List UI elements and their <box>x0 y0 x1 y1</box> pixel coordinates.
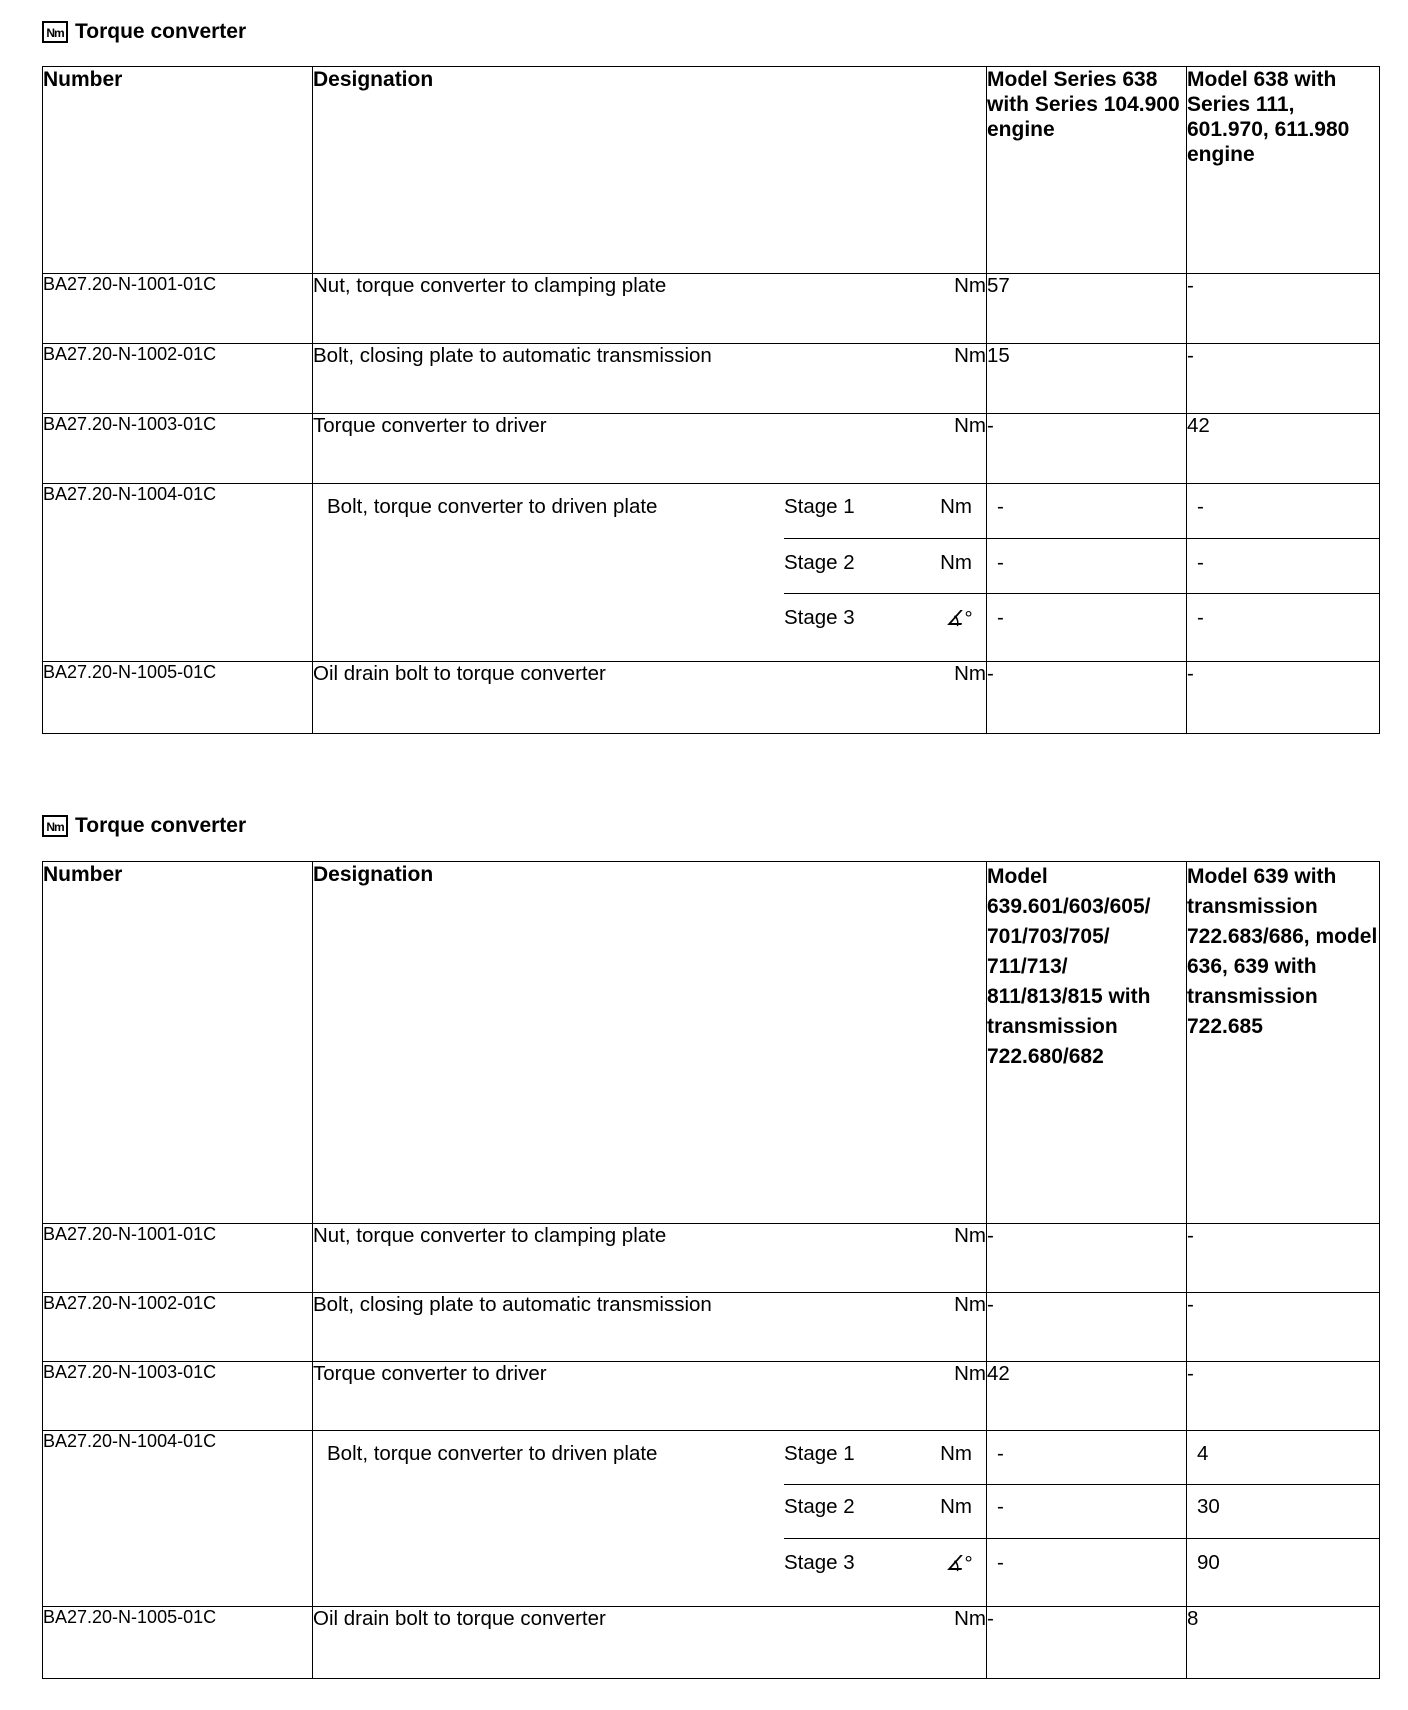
stage-value-col2: - <box>1187 484 1379 539</box>
row-value-col2: 8 <box>1187 1607 1380 1679</box>
stage-value-col2: - <box>1187 539 1379 594</box>
stage-value-col1: - <box>987 1485 1186 1539</box>
stage-value-col1: - <box>997 606 1004 629</box>
table-row <box>43 274 1380 344</box>
table-row <box>43 344 1380 414</box>
row-number: BA27.20-N-1002-01C <box>43 344 313 414</box>
stage-unit: Nm <box>940 1495 972 1518</box>
row-unit: Nm <box>954 1224 986 1247</box>
angle-icon: ∡° <box>945 1552 972 1575</box>
table-row <box>43 662 1380 734</box>
row-designation: Torque converter to driver <box>313 1362 547 1385</box>
row-value-col2: - <box>1187 662 1380 734</box>
staged-row <box>43 484 1380 662</box>
stage-value-col2: - <box>1197 606 1204 629</box>
row-designation: Nut, torque converter to clamping plate <box>313 274 667 297</box>
row-value-col1: 42 <box>987 1362 1187 1431</box>
row-number: BA27.20-N-1005-01C <box>43 1607 313 1679</box>
row-designation: Torque converter to driver <box>313 414 547 437</box>
stage-value-col1: - <box>987 539 1186 594</box>
row-value-col2: - <box>1187 274 1380 344</box>
header-designation: Designation <box>313 67 987 274</box>
section-1-title <box>42 20 246 44</box>
row-number: BA27.20-N-1003-01C <box>43 414 313 484</box>
header-col2: Model 639 with transmission 722.683/686, model 636, 639 with transmission 722.685 <box>1187 862 1380 1224</box>
stage-row <box>784 594 986 660</box>
header-col2: Model 638 with Series 111, 601.970, 611.980 engine <box>1187 67 1380 274</box>
header-col1: Model 639.601/603/605/ 701/703/705/ 711/713/ 811/813/815 with transmission 722.680/682 <box>987 862 1187 1224</box>
row-value-col1: - <box>987 1224 1187 1293</box>
header-row <box>43 67 1380 274</box>
stage-unit: Nm <box>940 551 972 574</box>
row-designation: Bolt, torque converter to driven plate <box>327 495 658 518</box>
header-col1: Model Series 638 with Series 104.900 engine <box>987 67 1187 274</box>
row-value-col2: - <box>1187 1362 1380 1431</box>
row-number: BA27.20-N-1001-01C <box>43 1224 313 1293</box>
section-2-title-text: Torque converter <box>75 814 247 837</box>
row-designation: Bolt, closing plate to automatic transmission <box>313 1293 712 1316</box>
torque-table-1 <box>42 66 1380 734</box>
row-value-col2: - <box>1187 1224 1380 1293</box>
row-unit: Nm <box>954 1293 986 1316</box>
row-number: BA27.20-N-1004-01C <box>43 1431 313 1607</box>
row-number: BA27.20-N-1003-01C <box>43 1362 313 1431</box>
row-unit: Nm <box>954 344 986 367</box>
stage-value-col1: - <box>987 1431 1186 1485</box>
row-value-col1: - <box>987 1293 1187 1362</box>
row-value-col1: - <box>987 1607 1187 1679</box>
table-row <box>43 1293 1380 1362</box>
stage-label: Stage 1 <box>784 495 855 518</box>
torque-nm-icon: Nm <box>42 21 68 43</box>
stage-row <box>784 1485 986 1539</box>
row-value-col1: 57 <box>987 274 1187 344</box>
stage-row <box>784 484 986 539</box>
section-1-title-text: Torque converter <box>75 20 247 43</box>
header-row <box>43 862 1380 1224</box>
row-designation: Nut, torque converter to clamping plate <box>313 1224 667 1247</box>
row-designation: Oil drain bolt to torque converter <box>313 1607 606 1630</box>
table-row <box>43 1362 1380 1431</box>
row-unit: Nm <box>954 274 986 297</box>
stage-label: Stage 1 <box>784 1442 855 1465</box>
stage-label: Stage 2 <box>784 1495 855 1518</box>
stage-label: Stage 3 <box>784 1551 855 1574</box>
header-number: Number <box>43 862 313 1224</box>
section-2-title <box>42 814 246 838</box>
stage-row <box>784 1539 986 1605</box>
table-row <box>43 414 1380 484</box>
row-value-col2: - <box>1187 344 1380 414</box>
stage-row <box>784 539 986 594</box>
row-designation: Oil drain bolt to torque converter <box>313 662 606 685</box>
stage-label: Stage 3 <box>784 606 855 629</box>
stage-unit: Nm <box>940 495 972 518</box>
row-number: BA27.20-N-1002-01C <box>43 1293 313 1362</box>
row-unit: Nm <box>954 1607 986 1630</box>
header-number: Number <box>43 67 313 274</box>
header-designation: Designation <box>313 862 987 1224</box>
table-row <box>43 1224 1380 1293</box>
stage-value-col2: 90 <box>1197 1551 1220 1574</box>
row-number: BA27.20-N-1004-01C <box>43 484 313 662</box>
stage-unit: Nm <box>940 1442 972 1465</box>
row-value-col2: 42 <box>1187 414 1380 484</box>
angle-icon: ∡° <box>945 607 972 630</box>
torque-nm-icon: Nm <box>42 815 68 837</box>
row-value-col1: - <box>987 414 1187 484</box>
stage-value-col1: - <box>997 1551 1004 1574</box>
stage-value-col1: - <box>987 484 1186 539</box>
stage-value-col2: 4 <box>1187 1431 1379 1485</box>
row-number: BA27.20-N-1001-01C <box>43 274 313 344</box>
torque-table-2 <box>42 861 1380 1679</box>
row-value-col2: - <box>1187 1293 1380 1362</box>
stage-label: Stage 2 <box>784 551 855 574</box>
row-value-col1: 15 <box>987 344 1187 414</box>
row-number: BA27.20-N-1005-01C <box>43 662 313 734</box>
row-value-col1: - <box>987 662 1187 734</box>
row-designation: Bolt, closing plate to automatic transmission <box>313 344 712 367</box>
row-designation: Bolt, torque converter to driven plate <box>327 1442 658 1465</box>
stage-row <box>784 1431 986 1485</box>
staged-row <box>43 1431 1380 1607</box>
stage-value-col2: 30 <box>1187 1485 1379 1539</box>
row-unit: Nm <box>954 414 986 437</box>
row-unit: Nm <box>954 662 986 685</box>
table-row <box>43 1607 1380 1679</box>
row-unit: Nm <box>954 1362 986 1385</box>
